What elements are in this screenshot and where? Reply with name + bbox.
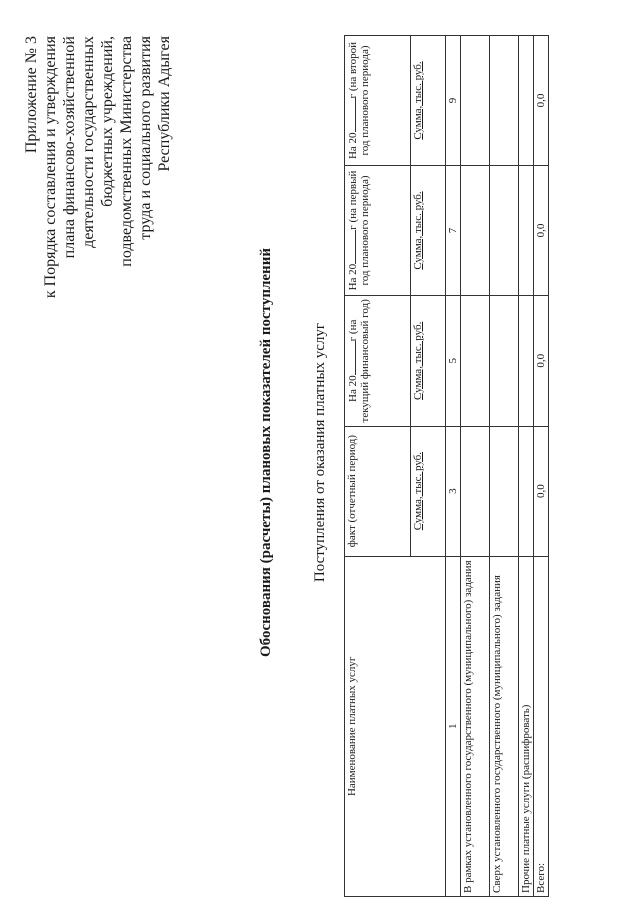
row-service-name: Всего: [534,556,549,896]
blank-year-line [346,341,356,375]
row-value: 0,0 [534,36,549,166]
row-value [490,295,519,426]
table-row [461,36,490,897]
column-number: 1 [446,556,461,896]
row-value [461,426,490,556]
unit-current [410,295,445,426]
header-fact: факт (отчетный период) [345,426,411,556]
header-current-suffix: г (на текущий финансовый год) [347,299,371,423]
unit-fact [410,426,445,556]
header-second-prefix: На 20 [347,132,359,160]
header-second-plan-year [345,36,411,166]
column-number: 5 [446,295,461,426]
row-value [461,36,490,166]
table-row [490,36,519,897]
row-value [490,166,519,296]
row-value [519,295,534,426]
header-second-suffix: г (на второй год планового периода) [347,42,371,156]
header-first-suffix: г (на первый год планового периода) [347,170,371,286]
row-value: 0,0 [534,295,549,426]
column-number: 3 [446,426,461,556]
row-value: 0,0 [534,166,549,296]
row-service-name: В рамках установленного государственного (муниципального) задания [461,556,490,896]
header-first-plan-year [345,166,411,296]
unit-first [410,166,445,296]
row-service-name: Сверх установленного государственного (муниципального) задания [490,556,519,896]
row-value [519,36,534,166]
table-row-total [534,36,549,897]
appendix-line: бюджетных учреждений, [99,36,116,207]
blank-year-line [346,230,356,264]
column-number: 9 [446,36,461,166]
row-value [461,166,490,296]
row-value [461,295,490,426]
appendix-note [22,36,174,306]
header-first-prefix: На 20 [347,263,359,291]
blank-year-line [346,98,356,132]
appendix-line: деятельности государственных [80,36,97,248]
appendix-line: труда и социального развития [137,36,154,240]
row-service-name: Прочие платные услуги (расшифровать) [519,556,534,896]
paid-services-table [344,35,549,897]
row-value [519,426,534,556]
table-row [519,36,534,897]
unit-label: Сумма, тыс. руб. [411,451,424,531]
unit-label: Сумма, тыс. руб. [411,61,424,140]
appendix-line: подведомственных Министерства [118,36,135,267]
row-value: 0,0 [534,426,549,556]
unit-label: Сумма, тыс. руб. [411,321,424,400]
column-number-row [446,36,461,897]
header-current-prefix: На 20 [347,375,359,402]
appendix-line: Приложение № 3 [23,36,40,154]
header-row [345,36,411,897]
appendix-line: Республики Адыгея [156,36,173,172]
column-number: 7 [446,166,461,296]
unit-second [410,36,445,166]
appendix-line: плана финансово-хозяйственной [61,36,78,259]
section-subtitle: Поступления от оказания платных услуг [312,322,328,583]
row-value [519,166,534,296]
row-value [490,426,519,556]
document-title: Обоснования (расчеты) плановых показателей поступлений [258,248,274,657]
header-service-name: Наименование платных услуг [345,556,446,896]
header-current-year [345,295,411,426]
row-value [490,36,519,166]
appendix-line: к Порядка составления и утверждения [42,36,59,299]
unit-label: Сумма, тыс. руб. [411,191,424,270]
